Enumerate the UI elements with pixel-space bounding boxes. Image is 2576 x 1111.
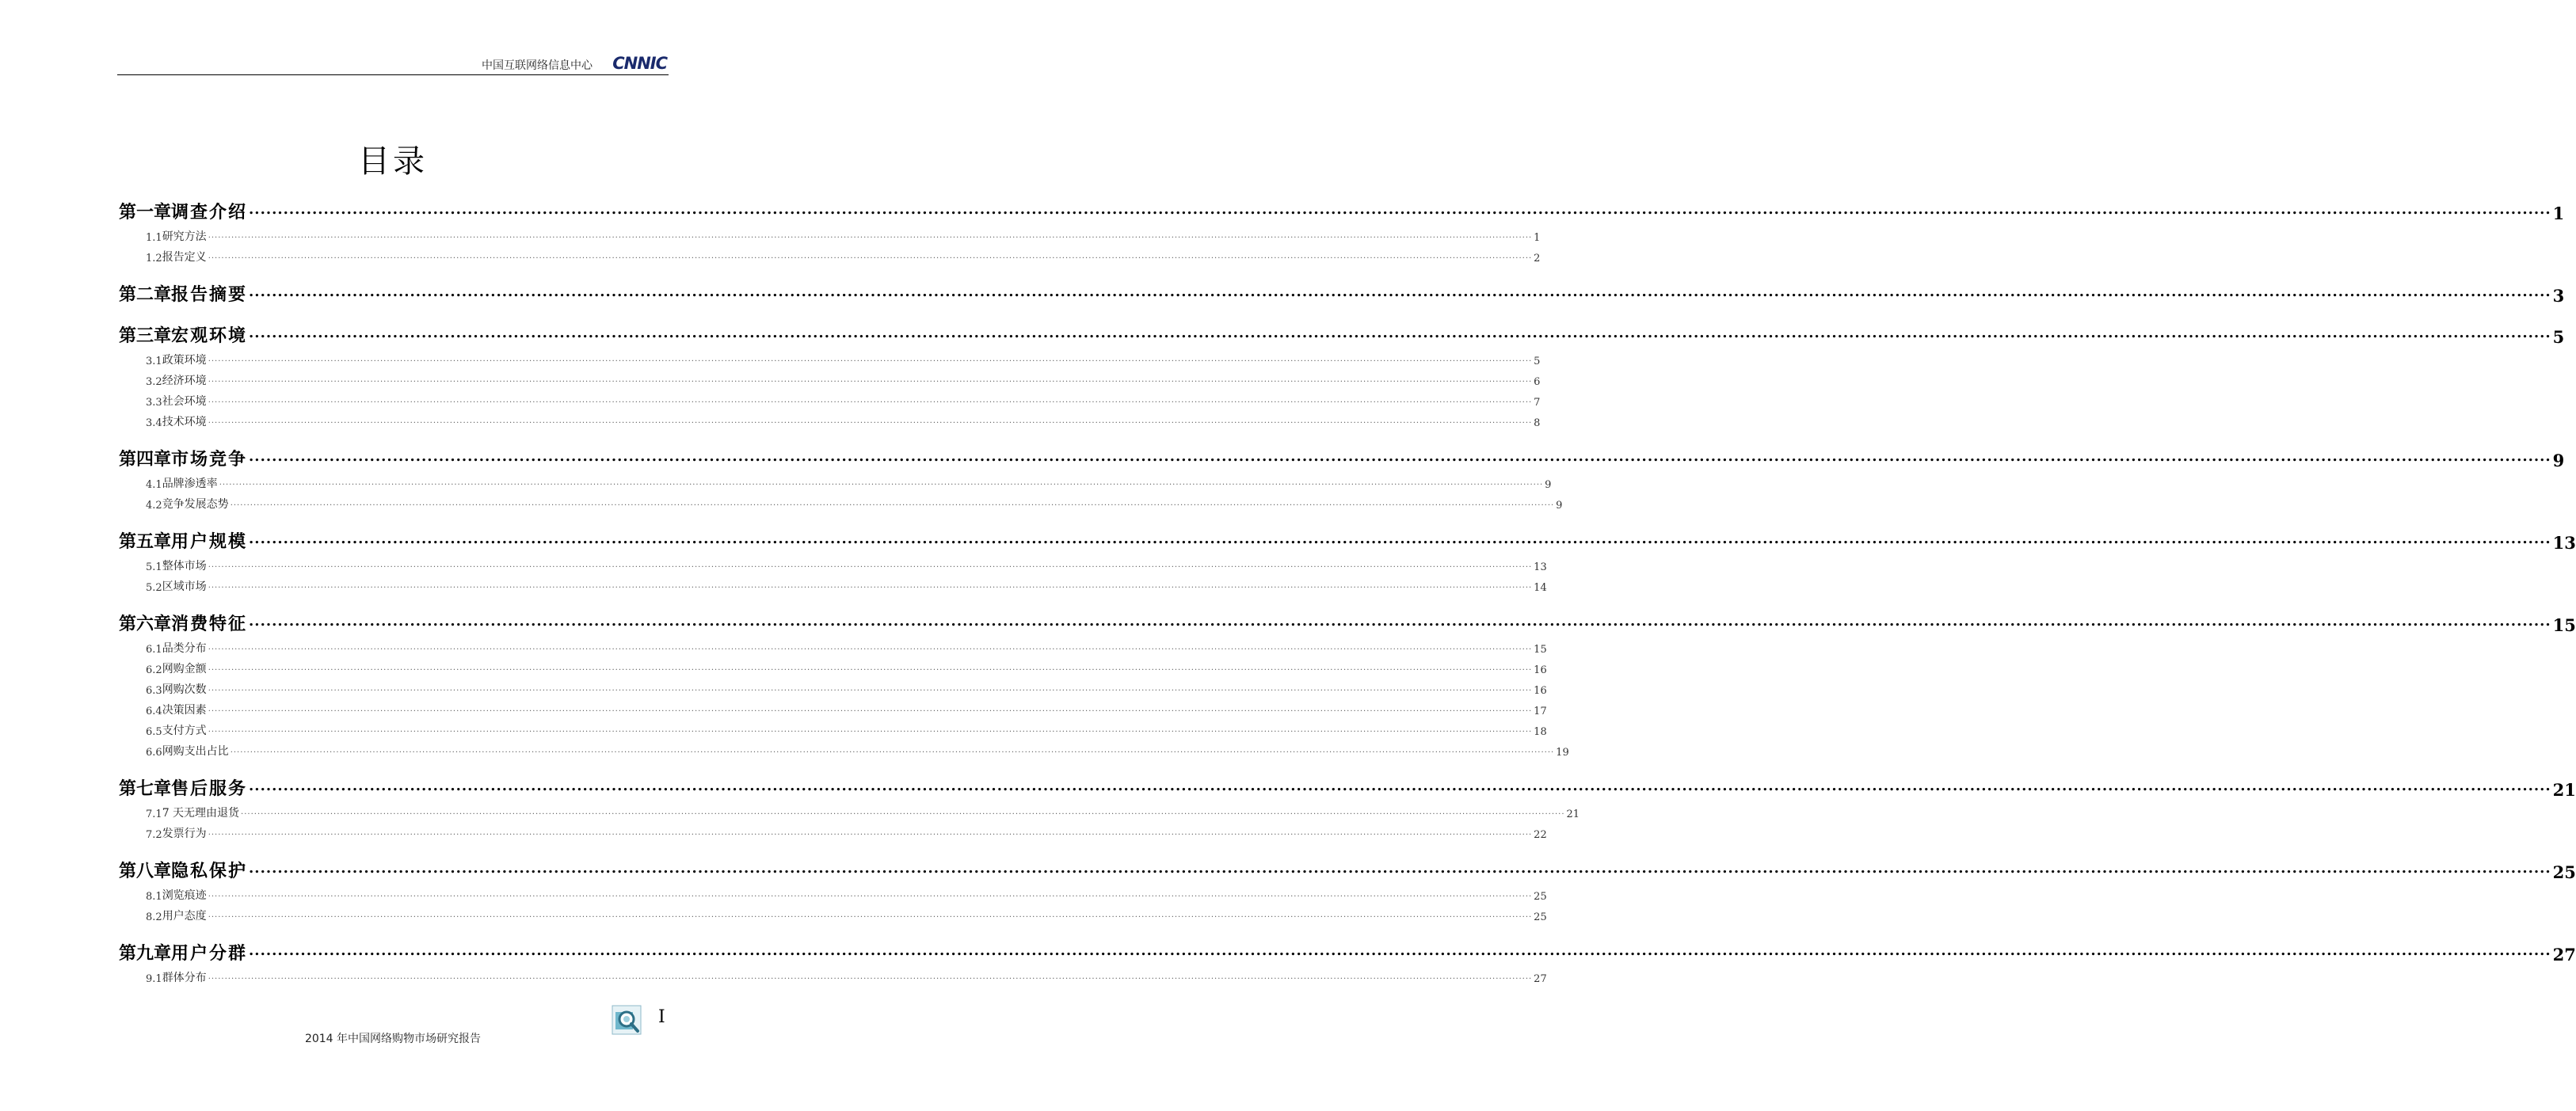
toc-entry-label: 用户态度: [162, 910, 207, 923]
dot-leader: ................................................................................................................................................................................................................................................................................................................................................................................................................: [208, 828, 1533, 837]
toc-entry-page: 15: [1534, 644, 1547, 656]
toc-entry-label: 市场竞争: [171, 449, 248, 470]
toc-entry-page: 25: [1534, 891, 1547, 903]
toc-entry-label: 品类分布: [162, 642, 207, 655]
dot-leader: ................................................................................................................................................................................................................................................................................................................................................................................................................: [208, 684, 1533, 693]
dot-leader: ................................................................................................................................................................................................................................................................................................................................................................................................................: [249, 448, 2551, 465]
dot-leader: ................................................................................................................................................................................................................................................................................................................................................................................................................: [208, 581, 1533, 590]
dot-leader: ................................................................................................................................................................................................................................................................................................................................................................................................................: [208, 643, 1533, 652]
toc-entry-page: 17: [1534, 706, 1547, 717]
toc-section-entry[interactable]: [119, 244, 1541, 264]
toc-entry-label: 经济环境: [162, 375, 207, 387]
toc-entry-number: 第八章: [119, 861, 172, 881]
toc-entry-number: 5.2: [146, 582, 162, 594]
dot-leader: ................................................................................................................................................................................................................................................................................................................................................................................................................: [230, 746, 1555, 755]
toc-entry-label: 群体分布: [162, 972, 207, 984]
org-name: 中国互联网络信息中心: [482, 59, 593, 72]
toc-entry-label: 报告定义: [162, 251, 207, 264]
toc-entry-label: 7 天无理由退货: [162, 807, 240, 820]
toc-entry-number: 6.3: [146, 685, 162, 697]
toc-section-entry[interactable]: [119, 965, 1547, 985]
toc-entry-label: 支付方式: [162, 725, 207, 737]
dot-leader: ................................................................................................................................................................................................................................................................................................................................................................................................................: [208, 252, 1533, 261]
toc-entry-label: 售后服务: [171, 778, 248, 799]
toc-section-entry[interactable]: [119, 676, 1547, 697]
toc-entry-page: 21: [1566, 809, 1580, 820]
page-number: I: [658, 1007, 665, 1027]
toc-section-entry[interactable]: [119, 738, 1569, 759]
toc-entry-label: 消费特征: [171, 614, 248, 634]
toc-section-entry[interactable]: [119, 573, 1547, 594]
dot-leader: ................................................................................................................................................................................................................................................................................................................................................................................................................: [249, 283, 2551, 300]
toc-chapter-entry[interactable]: [119, 196, 2565, 223]
dot-leader: ................................................................................................................................................................................................................................................................................................................................................................................................................: [208, 561, 1533, 569]
toc-entry-page: 5: [1534, 356, 1541, 367]
toc-entry-label: 网购支出占比: [162, 745, 229, 758]
dot-leader: ................................................................................................................................................................................................................................................................................................................................................................................................................: [230, 499, 1555, 508]
toc-chapter-entry[interactable]: [119, 608, 2576, 635]
dot-leader: ................................................................................................................................................................................................................................................................................................................................................................................................................: [249, 531, 2551, 547]
toc-entry-page: 3: [2552, 286, 2565, 306]
dot-leader: ................................................................................................................................................................................................................................................................................................................................................................................................................: [208, 911, 1533, 919]
toc-entry-number: 6.6: [146, 747, 162, 759]
toc-entry-label: 网购次数: [162, 683, 207, 696]
toc-entry-label: 决策因素: [162, 704, 207, 717]
toc-entry-number: 第三章: [119, 325, 172, 346]
toc-section-entry[interactable]: [119, 223, 1541, 244]
toc-entry-number: 3.2: [146, 376, 162, 388]
toc-entry-page: 7: [1534, 397, 1541, 409]
page-title: 目录: [358, 143, 428, 180]
toc-chapter-entry[interactable]: [119, 773, 2576, 800]
toc-entry-label: 用户规模: [171, 531, 248, 552]
toc-entry-number: 7.1: [146, 809, 162, 820]
dot-leader: ................................................................................................................................................................................................................................................................................................................................................................................................................: [208, 375, 1533, 384]
toc-entry-number: 第二章: [119, 284, 172, 305]
toc-section-entry[interactable]: [119, 409, 1541, 429]
toc-chapter-entry[interactable]: [119, 526, 2576, 553]
toc-entry-label: 技术环境: [162, 416, 207, 428]
toc-entry-number: 6.2: [146, 664, 162, 676]
toc-entry-number: 4.2: [146, 500, 162, 512]
toc-section-entry[interactable]: [119, 388, 1541, 409]
toc-entry-number: 5.1: [146, 561, 162, 573]
toc-chapter-entry[interactable]: [119, 279, 2565, 306]
toc-entry-page: 1: [1534, 232, 1541, 244]
toc-section-entry[interactable]: [119, 470, 1552, 491]
toc-entry-label: 研究方法: [162, 230, 207, 243]
toc-entry-number: 第七章: [119, 778, 172, 799]
dot-leader: ................................................................................................................................................................................................................................................................................................................................................................................................................: [241, 808, 1565, 816]
toc-entry-page: 27: [1534, 973, 1547, 985]
dot-leader: ................................................................................................................................................................................................................................................................................................................................................................................................................: [208, 664, 1533, 672]
toc-entry-label: 浏览痕迹: [162, 889, 207, 902]
toc-entry-label: 隐私保护: [171, 861, 248, 881]
toc-entry-page: 6: [1534, 376, 1541, 388]
toc-section-entry[interactable]: [119, 717, 1547, 738]
toc-entry-number: 1.1: [146, 232, 162, 244]
toc-section-entry[interactable]: [119, 367, 1541, 388]
toc-entry-number: 6.5: [146, 726, 162, 738]
toc-entry-page: 14: [1534, 582, 1547, 594]
toc-chapter-entry[interactable]: [119, 443, 2565, 470]
toc-entry-page: 16: [1534, 664, 1547, 676]
toc-section-entry[interactable]: [119, 491, 1563, 512]
toc-entry-page: 25: [1534, 911, 1547, 923]
toc-entry-page: 13: [1534, 561, 1547, 573]
toc-entry-label: 竞争发展态势: [162, 498, 229, 511]
dot-leader: ................................................................................................................................................................................................................................................................................................................................................................................................................: [249, 201, 2551, 218]
toc-section-entry[interactable]: [119, 882, 1547, 903]
toc-entry-page: 1: [2552, 204, 2565, 223]
dot-leader: ................................................................................................................................................................................................................................................................................................................................................................................................................: [208, 396, 1533, 405]
toc-section-entry[interactable]: [119, 800, 1580, 820]
toc-section-entry[interactable]: [119, 820, 1547, 841]
toc-entry-number: 3.4: [146, 417, 162, 429]
toc-chapter-entry[interactable]: [119, 855, 2576, 882]
toc-entry-page: 9: [2552, 451, 2565, 470]
toc-entry-number: 6.1: [146, 644, 162, 656]
toc-entry-label: 报告摘要: [171, 284, 248, 305]
toc-entry-number: 3.1: [146, 356, 162, 367]
toc-section-entry[interactable]: [119, 903, 1547, 923]
toc-section-entry[interactable]: [119, 697, 1547, 717]
toc-entry-number: 第一章: [119, 202, 172, 223]
dot-leader: ................................................................................................................................................................................................................................................................................................................................................................................................................: [208, 417, 1533, 425]
toc-chapter-entry[interactable]: [119, 938, 2576, 965]
dot-leader: ................................................................................................................................................................................................................................................................................................................................................................................................................: [208, 972, 1533, 981]
toc-entry-page: 8: [1534, 417, 1541, 429]
toc-entry-page: 2: [1534, 253, 1541, 264]
toc-entry-number: 第五章: [119, 531, 172, 552]
toc-entry-number: 8.2: [146, 911, 162, 923]
toc-section-entry[interactable]: [119, 656, 1547, 676]
dot-leader: ................................................................................................................................................................................................................................................................................................................................................................................................................: [249, 942, 2551, 959]
dot-leader: ................................................................................................................................................................................................................................................................................................................................................................................................................: [208, 890, 1533, 899]
toc-entry-number: 7.2: [146, 829, 162, 841]
toc-entry-number: 9.1: [146, 973, 162, 985]
toc-entry-number: 6.4: [146, 706, 162, 717]
toc-section-entry[interactable]: [119, 553, 1547, 573]
toc-entry-page: 25: [2552, 862, 2576, 882]
page-header: [117, 54, 669, 75]
table-of-contents: [119, 196, 2576, 985]
toc-entry-page: 21: [2552, 780, 2576, 800]
toc-entry-number: 第九章: [119, 943, 172, 964]
toc-entry-page: 5: [2552, 327, 2565, 347]
toc-entry-page: 22: [1534, 829, 1547, 841]
toc-entry-number: 1.2: [146, 253, 162, 264]
toc-entry-label: 调查介绍: [171, 202, 248, 223]
toc-entry-page: 16: [1534, 685, 1547, 697]
toc-entry-page: 15: [2552, 615, 2576, 635]
toc-section-entry[interactable]: [119, 347, 1541, 367]
toc-entry-page: 19: [1556, 747, 1569, 759]
toc-entry-label: 社会环境: [162, 395, 207, 408]
toc-entry-label: 品牌渗透率: [162, 478, 218, 490]
dot-leader: ................................................................................................................................................................................................................................................................................................................................................................................................................: [208, 725, 1533, 734]
dot-leader: ................................................................................................................................................................................................................................................................................................................................................................................................................: [208, 231, 1533, 240]
dot-leader: ................................................................................................................................................................................................................................................................................................................................................................................................................: [249, 325, 2551, 341]
dot-leader: ................................................................................................................................................................................................................................................................................................................................................................................................................: [208, 705, 1533, 713]
dot-leader: ................................................................................................................................................................................................................................................................................................................................................................................................................: [208, 355, 1533, 363]
toc-entry-number: 第六章: [119, 614, 172, 634]
report-title: 2014 年中国网络购物市场研究报告: [304, 1033, 482, 1045]
toc-entry-number: 4.1: [146, 479, 162, 491]
toc-entry-label: 政策环境: [162, 354, 207, 367]
toc-entry-number: 第四章: [119, 449, 172, 470]
toc-entry-page: 13: [2552, 533, 2576, 553]
toc-section-entry[interactable]: [119, 635, 1547, 656]
cnnic-logo: CNNIC: [612, 54, 667, 73]
toc-entry-label: 发票行为: [162, 828, 207, 840]
toc-entry-page: 9: [1545, 479, 1552, 491]
toc-entry-page: 18: [1534, 726, 1547, 738]
dot-leader: ................................................................................................................................................................................................................................................................................................................................................................................................................: [249, 613, 2551, 630]
toc-entry-page: 27: [2552, 945, 2576, 965]
toc-entry-label: 区域市场: [162, 580, 207, 593]
toc-entry-label: 用户分群: [171, 943, 248, 964]
toc-entry-label: 网购金额: [162, 663, 207, 675]
dot-leader: ................................................................................................................................................................................................................................................................................................................................................................................................................: [219, 478, 1544, 487]
dot-leader: ................................................................................................................................................................................................................................................................................................................................................................................................................: [249, 860, 2551, 877]
toc-entry-page: 9: [1556, 500, 1563, 512]
toc-chapter-entry[interactable]: [119, 320, 2565, 347]
toc-entry-number: 3.3: [146, 397, 162, 409]
toc-entry-label: 宏观环境: [171, 325, 248, 346]
toc-entry-label: 整体市场: [162, 560, 207, 573]
toc-entry-number: 8.1: [146, 891, 162, 903]
dot-leader: ................................................................................................................................................................................................................................................................................................................................................................................................................: [249, 778, 2551, 794]
